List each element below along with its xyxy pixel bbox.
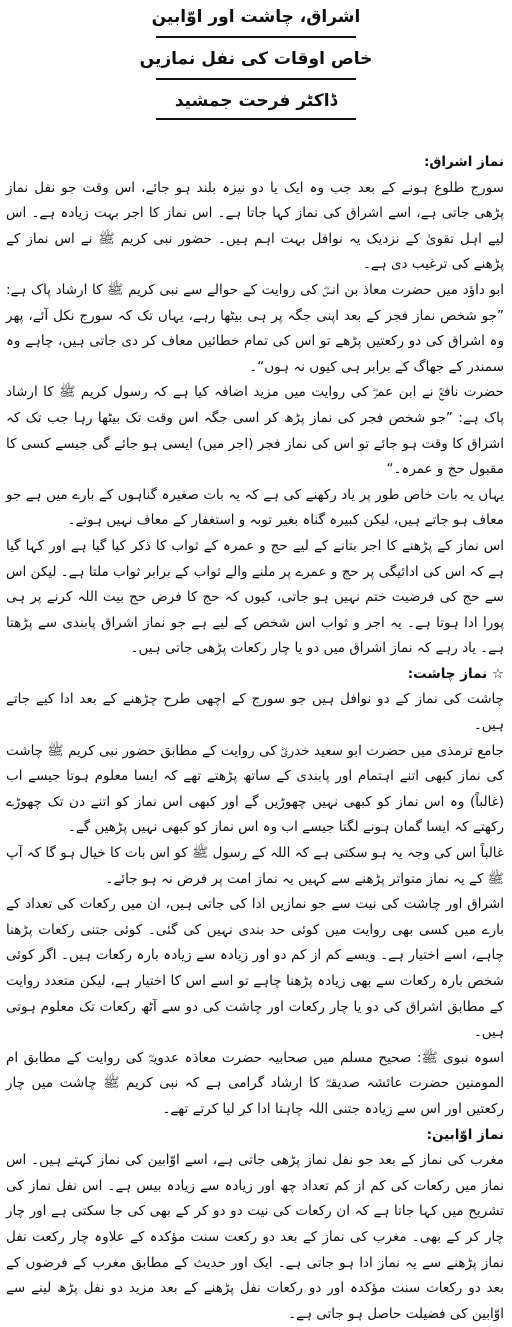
article-body [6, 150, 504, 1327]
paragraph-chasht-reason: غالباً اس کی وجہ یہ ہو سکتی ہے کہ اللہ کے رسول ﷺ کو اس بات کا خیال ہو گا کہ آپ ﷺ کے یہ نماز متواتر پڑھنے سے کہیں یہ نماز امت پر فرض نہ ہو جائے۔ [6, 845, 504, 887]
paragraph-ishraq-hajj-reward: اس نماز کے پڑھنے کا اجر بتانے کے لیے حج و عمرہ کے ثواب کا ذکر کیا گیا ہے اور کہا گیا ہے کہ اس کی ادائیگی پر حج و عمرے پر ملنے والے ثواب کے برابر ثواب ملتا ہے۔ لیکن اس سے حج کی فرضیت ختم نہیں ہو جاتی، کیوں کہ حج کا فرض حج بیت اللہ کرنے پر ہی پورا ادا ہوتا ہے۔ یہ اجر و ثواب اس شخص کے لیے ہے جو نماز اشراق پابندی سے پڑھتا ہے۔ یاد رہے کہ نماز اشراق میں دو یا چار رکعات پڑھی جاتی ہیں۔ [6, 537, 504, 657]
paragraph-ishraq-intro: سورج طلوع ہونے کے بعد جب وہ ایک یا دو نیزہ بلند ہو جائے، اس وقت جو نفل نماز پڑھی جاتی ہے، اسے اشراق کی نماز کہا جاتا ہے۔ اس نماز کا اجر بہت زیادہ ہے۔ اس لیے اہل تقویٰ کے نزدیک یہ نوافل بہت اہم ہیں۔ حضور نبی کریم ﷺ نے اس نماز کے پڑھنے کی ترغیب دی ہے۔ [6, 179, 504, 273]
paragraph-ishraq-minor-sins: یہاں یہ بات خاص طور پر یاد رکھنے کی ہے کہ یہ بات صغیرہ گناہوں کے بارے میں ہے جو معاف ہو جاتے ہیں، لیکن کبیرہ گناہ بغیر توبہ و استغفار کے معاف نہیں ہوتے۔ [6, 486, 504, 529]
article-header [0, 0, 512, 120]
article-title: اشراق، چاشت اور اوّابین [151, 7, 361, 27]
article-author: ڈاکٹر فرحت جمشید [174, 91, 338, 111]
paragraph-ishraq-abu-dawood: ابو داؤد میں حضرت معاذ بن انسؓ کی روایت کے حوالے سے نبی کریم ﷺ کا ارشاد پاک ہے: ”جو شخص نماز فجر کے بعد اپنی جگہ پر ہی بیٹھا رہے، یہاں تک کہ سورج نکل آئے، پھر وہ اشراق کی دو رکعتیں پڑھے تو اس کی تمام خطائیں معاف کر دی جاتی ہیں، چاہے وہ سمندر کے جھاگ کے برابر ہی کیوں نہ ہوں“۔ [6, 281, 504, 375]
paragraph-chasht-rakat-count: اشراق اور چاشت کی نیت سے جو نمازیں ادا کی جاتی ہیں، ان میں رکعات کی تعداد کے بارے میں کسی بھی روایت میں کوئی حد بندی نہیں کی گئی۔ کوئی جتنی رکعات پڑھنا چاہے، اسے اختیار ہے۔ ویسے کم از کم دو اور زیادہ سے زیادہ بارہ رکعات ہیں۔ اگر کوئی شخص بارہ رکعات سے بھی زیادہ پڑھنا چاہے تو اسے اس کا اختیار ہے، لیکن متعدد روایت کے مطابق اشراق کی دو یا چار رکعات اور چاشت کی دو سے آٹھ رکعات تک معلوم ہوتی ہیں۔ [6, 896, 504, 1041]
paragraph-chasht-uswa-nabawi: اسوہ نبوی ﷺ: صحیح مسلم میں صحابیہ حضرت معاذہ عدویہؓ کی روایت کے مطابق ام المومنین حضرت عائشہ صدیقہؓ کا ارشاد گرامی ہے کہ نبی کریم ﷺ چاشت میں چار رکعتیں اور اس سے زیادہ جتنی اللہ چاہتا ادا کر لیا کرتے تھے۔ [6, 1049, 504, 1117]
paragraph-awwabin: مغرب کی نماز کے بعد جو نفل نماز پڑھی جاتی ہے، اسے اوّابین کی نماز کہتے ہیں۔ اس نماز میں رکعات کی کم از کم تعداد چھ اور زیادہ سے زیادہ بیس ہے۔ اس نفل نماز کی تشریح میں کہا جاتا ہے کہ ان رکعات کی نیت دو دو کر کے بھی کی جا سکتی ہے اور چار چار کر کے بھی۔ مغرب کی نماز کے بعد دو رکعت سنت مؤکدہ کے علاوہ چار رکعت نفل نماز پڑھنے سے یہ نماز ادا ہو جاتی ہے۔ ایک اور حدیث کے مطابق مغرب کے فرضوں کے بعد دو رکعات سنت مؤکدہ اور دو رکعات نفل پڑھنے کے بعد مزید دو نفل پڑھ لینے سے اوّابین کی فضیلت حاصل ہو جاتی ہے۔ [6, 1152, 504, 1322]
article-subtitle: خاص اوقات کی نفل نمازیں [139, 49, 373, 69]
paragraph-ishraq-nafi: حضرت نافعؒ نے ابن عمرؓ کی روایت میں مزید اضافہ کیا ہے کہ رسول کریم ﷺ کا ارشاد پاک ہے: ”جو شخص فجر کی نماز پڑھ کر اسی جگہ اس وقت تک بیٹھا رہا جب تک کہ اشراق کا وقت ہو جائے تو اس کی نماز فجر (اجر میں) ایسی ہو جائے گی جیسے کسی کا مقبول حج و عمرہ۔“ [6, 384, 504, 478]
author-divider [156, 118, 356, 120]
section-heading-awwabin: نماز اوّابین: [426, 1126, 504, 1143]
section-heading-ishraq: نماز اشراق: [423, 154, 504, 170]
section-heading-chasht: ☆ نماز چاشت: [407, 665, 504, 682]
paragraph-chasht-tirmidhi: جامع ترمذی میں حضرت ابو سعید خدریؓ کی روایت کے مطابق حضور نبی کریم ﷺ چاشت کی نماز کبھی اتنے اہتمام اور پابندی کے ساتھ پڑھتے تھے کہ ایسا معلوم ہوتا جیسے اب (غالباً) وہ اس نماز کو کبھی نہیں چھوڑیں گے اور کبھی اس نماز کو اتنے دن تک چھوڑے رکھتے کہ ایسا گمان ہونے لگتا جیسے اب وہ اس نماز کو کبھی نہیں پڑھیں گے۔ [6, 742, 504, 836]
paragraph-chasht-intro: چاشت کی نماز کے دو نوافل ہیں جو سورج کے اچھی طرح چڑھنے کے بعد ادا کیے جاتے ہیں۔ [6, 691, 504, 734]
